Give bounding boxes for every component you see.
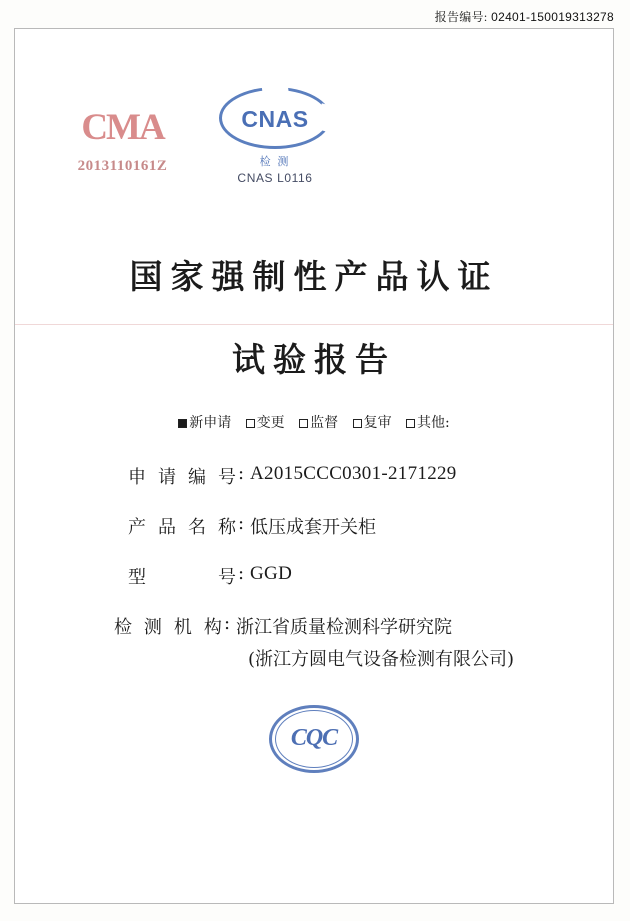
report-number <box>435 8 614 25</box>
field-colon-application-number: : <box>237 463 245 484</box>
field-label-application-number: 申请编号 <box>127 467 236 488</box>
field-value-application-number: A2015CCC0301-2171229 <box>250 463 457 484</box>
cnas-code: CNAS L0116 <box>237 171 313 185</box>
cqc-icon: CQC <box>290 725 338 751</box>
cma-icon: CMA <box>81 107 164 148</box>
option-supervision[interactable] <box>299 412 338 432</box>
option-new-application[interactable] <box>178 412 231 432</box>
field-label-product-name: 产品名称 <box>127 517 236 538</box>
option-label-supervision: 监督 <box>310 415 339 431</box>
application-type-options <box>15 412 613 432</box>
field-label-testing-organization: 检测机构 <box>113 617 222 638</box>
field-application-number <box>15 463 613 489</box>
field-value-testing-organization <box>236 613 514 671</box>
cnas-subtitle: 检 测 <box>259 156 291 168</box>
field-value-model: GGD <box>250 563 293 584</box>
certification-marks <box>15 87 613 217</box>
cqc-seal <box>269 705 359 773</box>
option-label-change: 变更 <box>256 415 285 431</box>
field-colon-model: : <box>237 563 245 584</box>
field-model <box>15 563 613 589</box>
option-change[interactable] <box>246 412 285 432</box>
option-label-other: 其他: <box>417 415 450 431</box>
scan-artifact-line <box>15 324 613 325</box>
cnas-icon <box>219 87 331 149</box>
option-review[interactable] <box>353 412 392 432</box>
checkbox-supervision[interactable] <box>299 419 308 428</box>
option-other[interactable] <box>406 412 450 432</box>
checkbox-change[interactable] <box>246 419 255 428</box>
field-value-testing-organization-line1: 浙江省质量检测科学研究院 <box>236 617 453 638</box>
checkbox-new-application[interactable] <box>178 419 187 428</box>
checkbox-review[interactable] <box>353 419 362 428</box>
field-label-model: 型号 <box>127 567 236 588</box>
cnas-label: CNAS <box>241 106 309 132</box>
field-testing-organization <box>15 613 613 671</box>
cma-code: 2013110161Z <box>77 158 168 174</box>
report-number-label: 报告编号: <box>434 10 488 24</box>
option-label-new-application: 新申请 <box>189 415 232 431</box>
cnas-mark-block <box>195 87 355 185</box>
checkbox-other[interactable] <box>406 419 415 428</box>
option-label-review: 复审 <box>363 415 392 431</box>
document-frame <box>14 28 614 904</box>
field-value-testing-organization-line2: (浙江方圆电气设备检测有限公司) <box>248 649 515 670</box>
report-number-value: 02401-150019313278 <box>491 10 614 24</box>
field-colon-testing-organization: : <box>223 613 231 634</box>
field-product-name <box>15 513 613 539</box>
field-colon-product-name: : <box>237 513 245 534</box>
cma-mark-block <box>55 109 190 175</box>
page-title-line1: 国家强制性产品认证 <box>129 257 499 296</box>
page-title-line2: 试验报告 <box>232 340 396 379</box>
field-list <box>15 463 613 695</box>
field-value-product-name: 低压成套开关柜 <box>250 517 377 538</box>
